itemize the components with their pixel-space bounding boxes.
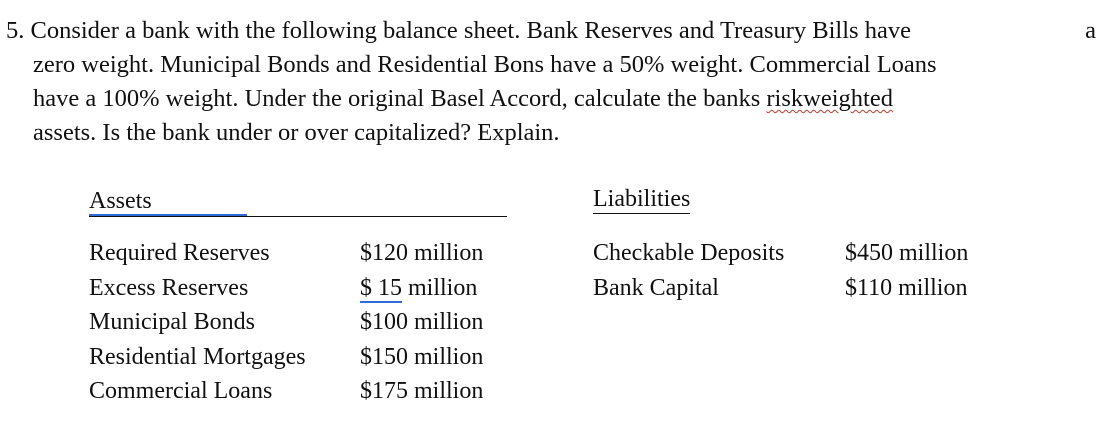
liabilities-heading-label: Liabilities	[593, 186, 691, 212]
assets-table	[89, 236, 510, 409]
question-line-2	[6, 48, 1096, 82]
question-line-3	[6, 82, 1096, 116]
question-line-1-text: 5. Consider a bank with the following balance sheet. Bank Reserves and Treasury Bills have	[6, 17, 911, 44]
spellcheck-flagged-word[interactable]: riskweighted	[766, 85, 893, 112]
question-text	[6, 14, 1096, 150]
asset-value	[360, 271, 510, 306]
question-line-3-text: have a 100% weight. Under the original Basel Accord, calculate the banks	[33, 85, 767, 112]
asset-value: $175 million	[360, 378, 484, 404]
table-row	[89, 305, 510, 340]
table-row	[89, 374, 510, 409]
asset-value: $100 million	[360, 309, 484, 335]
liability-value: $450 million	[845, 240, 969, 266]
question-line-1-trailing: a	[1085, 17, 1096, 44]
question-line-1	[6, 14, 1096, 48]
asset-label: Required Reserves	[89, 240, 270, 266]
question-line-4	[6, 116, 1096, 150]
liability-value: $110 million	[845, 274, 968, 301]
asset-label: Excess Reserves	[89, 274, 249, 301]
table-row	[593, 271, 995, 306]
liabilities-table	[593, 236, 995, 305]
asset-value: $150 million	[360, 343, 484, 370]
liabilities-heading	[593, 184, 690, 214]
table-row	[89, 271, 510, 306]
table-row	[89, 236, 510, 271]
liability-label: Bank Capital	[593, 274, 719, 301]
assets-heading-label: Assets	[89, 188, 247, 216]
asset-label: Municipal Bonds	[89, 309, 255, 335]
assets-heading	[89, 186, 507, 217]
question-line-4-text: assets. Is the bank under or over capitalized? Explain.	[33, 119, 560, 146]
asset-label: Commercial Loans	[89, 378, 273, 404]
asset-label: Residential Mortgages	[89, 343, 306, 370]
asset-value-unit: million	[402, 274, 478, 301]
question-line-2-text: zero weight. Municipal Bonds and Residential Bons have a 50% weight. Commercial Loans	[33, 51, 937, 78]
table-row	[89, 340, 510, 375]
asset-value: $120 million	[360, 240, 484, 266]
asset-value-amount: $ 15	[360, 274, 402, 301]
table-row	[593, 236, 995, 271]
liability-label: Checkable Deposits	[593, 240, 785, 266]
